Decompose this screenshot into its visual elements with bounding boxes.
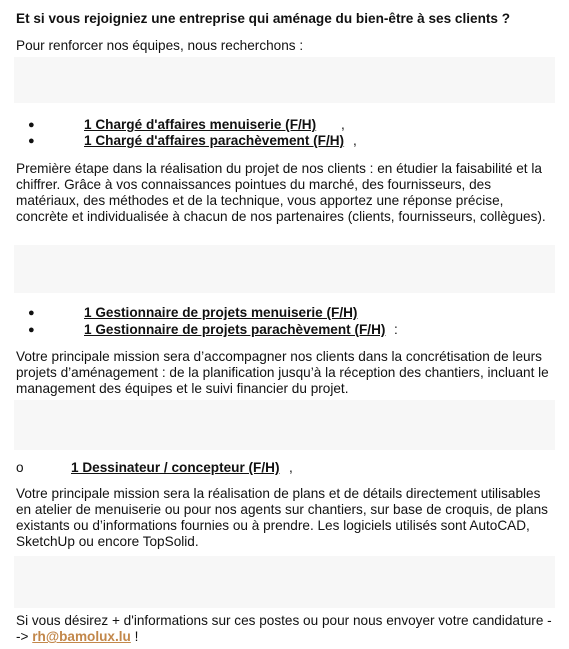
- description-paragraph: Votre principale mission sera la réalisation de plans et de détails directement utilisables en atelier de menuiserie ou pour nos agents sur chantiers, sur base de croquis, de plans existants ou d’informations fournies ou à prendre. Les logiciels utilisés sont AutoCAD, SketchUp ou encore TopSolid.: [16, 486, 548, 549]
- closing-text: [16, 613, 555, 645]
- bullet-icon: ●: [28, 135, 35, 147]
- list-item: [16, 322, 555, 338]
- bullet-icon: ●: [28, 307, 35, 319]
- punctuation: ,: [341, 117, 345, 132]
- description-paragraph: Votre principale mission sera d’accompagner nos clients dans la concrétisation de leurs projets d’aménagement : de la planification jusqu’à la réception des chantiers, incluant le management des équipes et le suivi financier du projet.: [16, 349, 549, 396]
- list-item: [16, 460, 555, 476]
- punctuation: ,: [289, 460, 293, 475]
- page-heading: Et si vous rejoigniez une entreprise qui aménage du bien-être à ses clients ?: [16, 11, 511, 26]
- list-item: [16, 133, 555, 149]
- job-title: 1 Gestionnaire de projets parachèvement (F/H): [84, 322, 386, 337]
- spacer-area: [14, 245, 555, 293]
- punctuation: ,: [353, 133, 357, 148]
- job-title: 1 Gestionnaire de projets menuiserie (F/H): [84, 305, 358, 320]
- job-title: 1 Dessinateur / concepteur (F/H): [71, 460, 280, 475]
- punctuation: :: [394, 322, 398, 337]
- job-title: 1 Chargé d'affaires menuiserie (F/H): [84, 117, 317, 132]
- closing-end: !: [130, 629, 139, 644]
- bullet-icon: ●: [28, 324, 35, 336]
- list-item: [16, 117, 555, 133]
- closing-sentence: Si vous désirez + d'informations sur ces postes ou pour nous envoyer votre candidature -->: [16, 613, 552, 644]
- list-item: [16, 305, 555, 321]
- spacer-area: [14, 556, 555, 608]
- spacer-area: [14, 57, 555, 103]
- bullet-icon: ●: [28, 119, 35, 131]
- email-link[interactable]: rh@bamolux.lu: [32, 629, 131, 644]
- job-title: 1 Chargé d'affaires parachèvement (F/H): [84, 133, 345, 148]
- spacer-area: [14, 400, 555, 450]
- description-paragraph: Première étape dans la réalisation du projet de nos clients : en étudier la faisabilité et la chiffrer. Grâce à vos connaissances pointues du marché, des fournisseurs, des matériaux, des méthodes et de la technique, vous apportez une réponse précise, concrète et individualisée à chacun de nos partenaires (clients, fournisseurs, collègues).: [16, 161, 546, 224]
- intro-text: Pour renforcer nos équipes, nous recherchons :: [16, 38, 304, 53]
- list-marker: o: [16, 460, 24, 475]
